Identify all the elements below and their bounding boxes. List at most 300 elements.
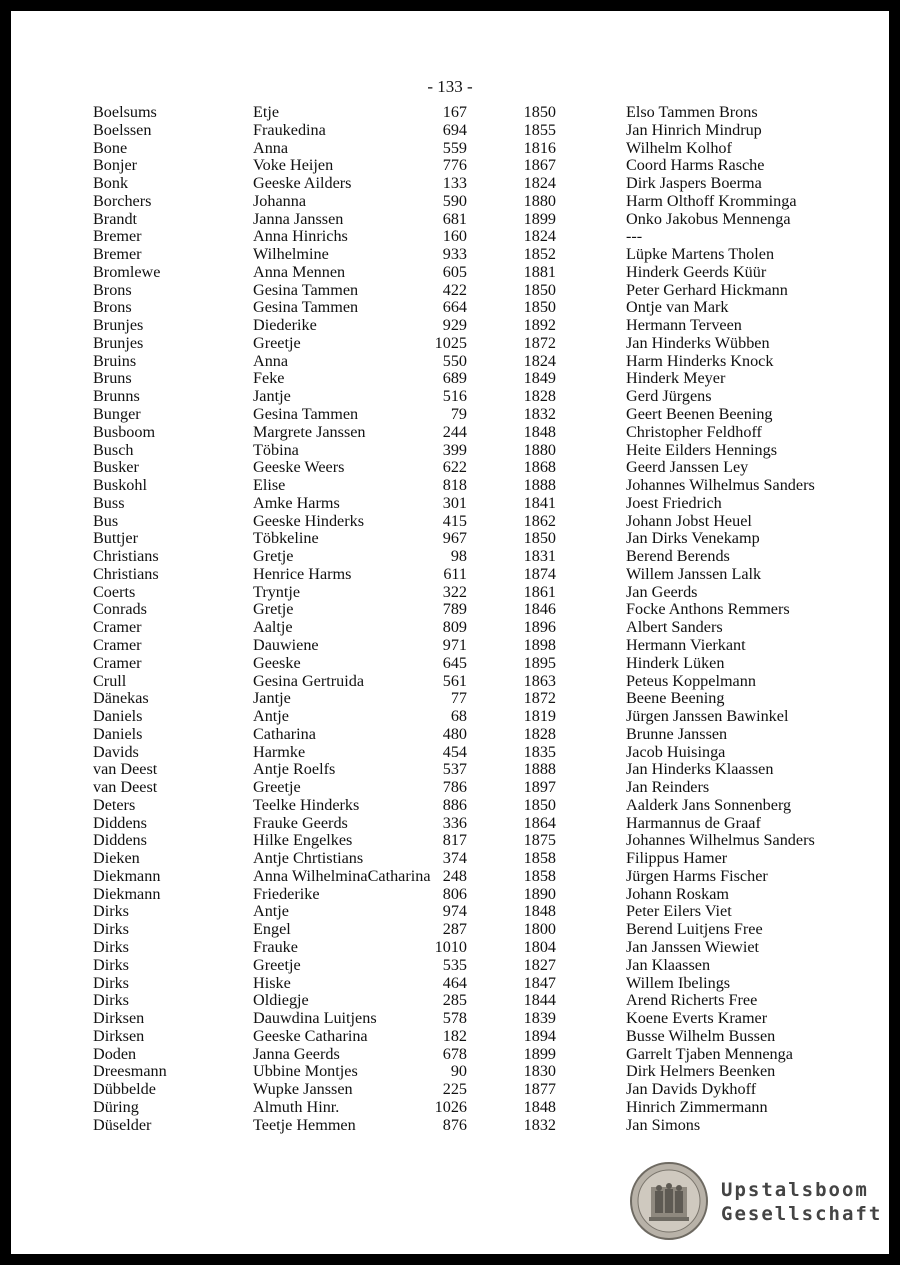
register-row [11,975,889,993]
year-cell: 1858 [523,866,556,885]
year-cell: 1899 [523,1044,556,1063]
year-cell: 1872 [523,333,556,352]
surname-cell: Davids [93,742,139,761]
register-row [11,708,889,726]
given-name-cell: Engel [253,920,291,939]
register-row [11,175,889,193]
surname-cell: Busker [93,458,139,477]
entry-number-cell: 974 [442,902,467,921]
spouse-cell: Heite Eilders Hennings [626,440,778,459]
year-cell: 1872 [523,689,556,708]
register-row [11,761,889,779]
entry-number-cell: 422 [442,280,467,299]
year-cell: 1880 [523,440,556,459]
spouse-cell: Onko Jakobus Mennenga [626,209,791,228]
entry-number-cell: 605 [442,262,467,281]
surname-cell: Dreesmann [93,1062,167,1081]
entry-number-cell: 167 [442,103,467,121]
surname-cell: Bremer [93,245,142,264]
surname-cell: Brons [93,280,132,299]
year-cell: 1827 [523,955,556,974]
given-name-cell: Anna Mennen [253,262,346,281]
surname-cell: Bremer [93,227,142,246]
spouse-cell: Jan Janssen Wiewiet [626,937,760,956]
entry-number-cell: 537 [442,760,467,779]
given-name-cell: Janna Janssen [253,209,344,228]
spouse-cell: Harm Hinderks Knock [626,351,774,370]
register-row [11,868,889,886]
entry-number-cell: 809 [442,618,467,637]
register-row [11,1117,889,1135]
surname-cell: van Deest [93,778,158,797]
register-row [11,726,889,744]
given-name-cell: Jantje [253,689,291,708]
surname-cell: Crull [93,671,127,690]
year-cell: 1863 [523,671,556,690]
spouse-cell: Berend Berends [626,547,730,566]
entry-number-cell: 818 [442,476,467,495]
surname-cell: Bruins [93,351,137,370]
spouse-cell: Peter Gerhard Hickmann [626,280,788,299]
register-row [11,513,889,531]
year-cell: 1868 [523,458,556,477]
register-row [11,246,889,264]
spouse-cell: Albert Sanders [626,618,723,637]
spouse-cell: Johann Roskam [626,884,729,903]
given-name-cell: Feke [253,369,285,388]
entry-number-cell: 160 [442,227,467,246]
surname-cell: Dirksen [93,1026,145,1045]
register-row [11,317,889,335]
surname-cell: Diekmann [93,866,161,885]
surname-cell: Dübbelde [93,1080,156,1099]
year-cell: 1828 [523,387,556,406]
given-name-cell: Wilhelmine [253,245,329,264]
year-cell: 1831 [523,547,556,566]
year-cell: 1867 [523,156,556,175]
given-name-cell: Gretje [253,547,294,566]
given-name-cell: Anna Hinrichs [253,227,348,246]
spouse-cell: Hinderk Geerds Küür [626,262,767,281]
year-cell: 1875 [523,831,556,850]
register-row [11,477,889,495]
register-row [11,459,889,477]
register-row [11,299,889,317]
entry-number-cell: 689 [442,369,467,388]
entry-number-cell: 133 [442,174,467,193]
spouse-cell: Beene Beening [626,689,725,708]
spouse-cell: Jan Hinrich Mindrup [626,120,762,139]
spouse-cell: Jan Reinders [626,778,710,797]
year-cell: 1844 [523,991,556,1010]
entry-number-cell: 535 [442,955,467,974]
spouse-cell: Jan Hinderks Wübben [626,333,770,352]
surname-cell: van Deest [93,760,158,779]
entry-number-cell: 645 [442,653,467,672]
year-cell: 1862 [523,511,556,530]
spouse-cell: --- [626,227,643,246]
given-name-cell: Anna WilhelminaCatharina [253,866,431,885]
register-row [11,264,889,282]
given-name-cell: Töbina [253,440,299,459]
entry-number-cell: 285 [442,991,467,1010]
given-name-cell: Jantje [253,387,291,406]
register-row [11,584,889,602]
surname-cell: Bonk [93,174,129,193]
year-cell: 1850 [523,280,556,299]
year-cell: 1849 [523,369,556,388]
register-row [11,992,889,1010]
entry-number-cell: 287 [442,920,467,939]
entry-number-cell: 480 [442,724,467,743]
entry-number-cell: 322 [442,582,467,601]
surname-cell: Buskohl [93,476,147,495]
surname-cell: Brunjes [93,333,144,352]
given-name-cell: Henrice Harms [253,564,352,583]
entry-number-cell: 1010 [434,937,467,956]
surname-cell: Brunjes [93,316,144,335]
surname-cell: Düselder [93,1115,152,1134]
entry-number-cell: 301 [442,493,467,512]
surname-cell: Boelsums [93,103,157,121]
entry-number-cell: 664 [442,298,467,317]
year-cell: 1864 [523,813,556,832]
register-row [11,282,889,300]
register-row [11,619,889,637]
given-name-cell: Gesina Gertruida [253,671,365,690]
entry-number-cell: 415 [442,511,467,530]
register-row [11,957,889,975]
given-name-cell: Gesina Tammen [253,298,359,317]
year-cell: 1824 [523,351,556,370]
entry-number-cell: 789 [442,600,467,619]
given-name-cell: Greetje [253,955,301,974]
year-cell: 1800 [523,920,556,939]
surname-cell: Buss [93,493,125,512]
given-name-cell: Amke Harms [253,493,340,512]
register-row [11,655,889,673]
given-name-cell: Teetje Hemmen [253,1115,356,1134]
spouse-cell: Lüpke Martens Tholen [626,245,775,264]
entry-number-cell: 806 [442,884,467,903]
given-name-cell: Elise [253,476,286,495]
given-name-cell: Voke Heijen [253,156,334,175]
given-name-cell: Harmke [253,742,306,761]
surname-cell: Dirks [93,955,129,974]
entry-number-cell: 694 [442,120,467,139]
given-name-cell: Greetje [253,778,301,797]
register-row [11,690,889,708]
spouse-cell: Jürgen Janssen Bawinkel [626,707,789,726]
given-name-cell: Geeske Ailders [253,174,352,193]
spouse-cell: Geert Beenen Beening [626,405,773,424]
register-row [11,193,889,211]
entry-number-cell: 786 [442,778,467,797]
spouse-cell: Brunne Janssen [626,724,728,743]
given-name-cell: Diederike [253,316,317,335]
spouse-cell: Hinderk Lüken [626,653,725,672]
year-cell: 1897 [523,778,556,797]
entry-number-cell: 967 [442,529,467,548]
given-name-cell: Ubbine Montjes [253,1062,358,1081]
spouse-cell: Jürgen Harms Fischer [626,866,768,885]
surname-cell: Bruns [93,369,132,388]
surname-cell: Brandt [93,209,138,228]
surname-cell: Cramer [93,618,142,637]
spouse-cell: Geerd Janssen Ley [626,458,749,477]
spouse-cell: Busse Wilhelm Bussen [626,1026,776,1045]
entry-number-cell: 225 [442,1080,467,1099]
entry-number-cell: 929 [442,316,467,335]
spouse-cell: Jan Klaassen [626,955,711,974]
seal-icon [629,1161,709,1241]
year-cell: 1895 [523,653,556,672]
surname-cell: Daniels [93,724,143,743]
given-name-cell: Tryntje [253,582,301,601]
register-row [11,1099,889,1117]
spouse-cell: Johannes Wilhelmus Sanders [626,476,815,495]
spouse-cell: Berend Luitjens Free [626,920,763,939]
year-cell: 1850 [523,795,556,814]
given-name-cell: Anna [253,351,289,370]
given-name-cell: Gretje [253,600,294,619]
spouse-cell: Jan Simons [626,1115,701,1134]
given-name-cell: Geeske [253,653,301,672]
surname-cell: Dirks [93,902,129,921]
spouse-cell: Dirk Helmers Beenken [626,1062,776,1081]
given-name-cell: Frauke [253,937,298,956]
given-name-cell: Antje [253,902,289,921]
spouse-cell: Harmannus de Graaf [626,813,761,832]
spouse-cell: Wilhelm Kolhof [626,138,732,157]
entry-number-cell: 516 [442,387,467,406]
spouse-cell: Harm Olthoff Kromminga [626,191,797,210]
surname-cell: Dirksen [93,1009,145,1028]
given-name-cell: Wupke Janssen [253,1080,353,1099]
year-cell: 1828 [523,724,556,743]
surname-cell: Bunger [93,405,141,424]
surname-cell: Deters [93,795,136,814]
year-cell: 1804 [523,937,556,956]
given-name-cell: Catharina [253,724,316,743]
spouse-cell: Coord Harms Rasche [626,156,765,175]
given-name-cell: Antje Chrtistians [253,849,364,868]
year-cell: 1848 [523,902,556,921]
logo-title-line2: Gesellschaft [721,1203,883,1225]
spouse-cell: Dirk Jaspers Boerma [626,174,762,193]
register-row [11,744,889,762]
given-name-cell: Gesina Tammen [253,405,359,424]
document-page [11,11,889,1254]
entry-number-cell: 933 [442,245,467,264]
register-row [11,779,889,797]
spouse-cell: Hermann Vierkant [626,635,746,654]
entry-number-cell: 971 [442,635,467,654]
spouse-cell: Peteus Koppelmann [626,671,756,690]
register-row [11,566,889,584]
year-cell: 1861 [523,582,556,601]
given-name-cell: Geeske Catharina [253,1026,368,1045]
entry-number-cell: 90 [450,1062,467,1081]
register-row [11,850,889,868]
spouse-cell: Christopher Feldhoff [626,422,762,441]
year-cell: 1839 [523,1009,556,1028]
given-name-cell: Oldiegje [253,991,309,1010]
entry-number-cell: 550 [442,351,467,370]
spouse-cell: Focke Anthons Remmers [626,600,790,619]
entry-number-cell: 611 [443,564,467,583]
society-logo [629,1161,883,1241]
register-row [11,140,889,158]
surname-cell: Daniels [93,707,143,726]
year-cell: 1832 [523,1115,556,1134]
given-name-cell: Geeske Weers [253,458,345,477]
register-row [11,548,889,566]
surname-cell: Dirks [93,920,129,939]
year-cell: 1858 [523,849,556,868]
given-name-cell: Antje Roelfs [253,760,336,779]
register-row [11,637,889,655]
surname-cell: Dänekas [93,689,149,708]
register-row [11,157,889,175]
register-row [11,406,889,424]
register-list [11,104,889,1134]
spouse-cell: Koene Everts Kramer [626,1009,768,1028]
spouse-cell: Filippus Hamer [626,849,728,868]
year-cell: 1819 [523,707,556,726]
given-name-cell: Teelke Hinderks [253,795,360,814]
surname-cell: Busch [93,440,134,459]
year-cell: 1892 [523,316,556,335]
surname-cell: Christians [93,564,159,583]
year-cell: 1888 [523,476,556,495]
entry-number-cell: 244 [442,422,467,441]
entry-number-cell: 182 [442,1026,467,1045]
given-name-cell: Antje [253,707,289,726]
surname-cell: Buttjer [93,529,138,548]
surname-cell: Brons [93,298,132,317]
year-cell: 1841 [523,493,556,512]
year-cell: 1850 [523,298,556,317]
spouse-cell: Joest Friedrich [626,493,722,512]
given-name-cell: Greetje [253,333,301,352]
entry-number-cell: 79 [450,405,467,424]
entry-number-cell: 817 [442,831,467,850]
given-name-cell: Hiske [253,973,291,992]
spouse-cell: Willem Ibelings [626,973,731,992]
spouse-cell: Hermann Terveen [626,316,742,335]
register-row [11,903,889,921]
given-name-cell: Johanna [253,191,307,210]
entry-number-cell: 98 [450,547,467,566]
given-name-cell: Janna Geerds [253,1044,340,1063]
register-row [11,211,889,229]
surname-cell: Bromlewe [93,262,161,281]
entry-number-cell: 248 [442,866,467,885]
surname-cell: Conrads [93,600,147,619]
register-row [11,442,889,460]
year-cell: 1888 [523,760,556,779]
year-cell: 1847 [523,973,556,992]
entry-number-cell: 336 [442,813,467,832]
spouse-cell: Hinrich Zimmermann [626,1097,768,1116]
surname-cell: Bus [93,511,119,530]
page-number: - 133 - [427,77,473,96]
entry-number-cell: 77 [450,689,467,708]
spouse-cell: Jan Davids Dykhoff [626,1080,757,1099]
given-name-cell: Anna [253,138,289,157]
spouse-cell: Jan Geerds [626,582,698,601]
year-cell: 1896 [523,618,556,637]
given-name-cell: Margrete Janssen [253,422,366,441]
register-row [11,815,889,833]
entry-number-cell: 681 [442,209,467,228]
given-name-cell: Dauwiene [253,635,319,654]
spouse-cell: Jacob Huisinga [626,742,726,761]
spouse-cell: Johann Jobst Heuel [626,511,752,530]
register-row [11,353,889,371]
spouse-cell: Garrelt Tjaben Mennenga [626,1044,793,1063]
logo-title-line1: Upstalsboom [721,1179,869,1201]
surname-cell: Bone [93,138,128,157]
year-cell: 1850 [523,529,556,548]
register-row [11,886,889,904]
register-row [11,424,889,442]
entry-number-cell: 776 [442,156,467,175]
surname-cell: Busboom [93,422,156,441]
surname-cell: Cramer [93,635,142,654]
surname-cell: Borchers [93,191,152,210]
year-cell: 1874 [523,564,556,583]
given-name-cell: Hilke Engelkes [253,831,353,850]
register-row [11,530,889,548]
year-cell: 1890 [523,884,556,903]
year-cell: 1881 [523,262,556,281]
year-cell: 1846 [523,600,556,619]
year-cell: 1899 [523,209,556,228]
spouse-cell: Gerd Jürgens [626,387,712,406]
register-row [11,1010,889,1028]
surname-cell: Doden [93,1044,137,1063]
year-cell: 1880 [523,191,556,210]
register-row [11,335,889,353]
surname-cell: Brunns [93,387,140,406]
register-row [11,1046,889,1064]
year-cell: 1877 [523,1080,556,1099]
entry-number-cell: 578 [442,1009,467,1028]
surname-cell: Boelssen [93,120,152,139]
given-name-cell: Dauwdina Luitjens [253,1009,377,1028]
register-row [11,122,889,140]
year-cell: 1894 [523,1026,556,1045]
entry-number-cell: 68 [450,707,467,726]
surname-cell: Dirks [93,991,129,1010]
entry-number-cell: 886 [442,795,467,814]
given-name-cell: Frauke Geerds [253,813,348,832]
entry-number-cell: 374 [442,849,467,868]
surname-cell: Diddens [93,813,147,832]
register-row [11,797,889,815]
register-row [11,495,889,513]
entry-number-cell: 590 [442,191,467,210]
year-cell: 1832 [523,405,556,424]
given-name-cell: Etje [253,103,280,121]
surname-cell: Dirks [93,973,129,992]
year-cell: 1830 [523,1062,556,1081]
spouse-cell: Elso Tammen Brons [626,103,758,121]
given-name-cell: Almuth Hinr. [253,1097,340,1116]
spouse-cell: Jan Dirks Venekamp [626,529,760,548]
